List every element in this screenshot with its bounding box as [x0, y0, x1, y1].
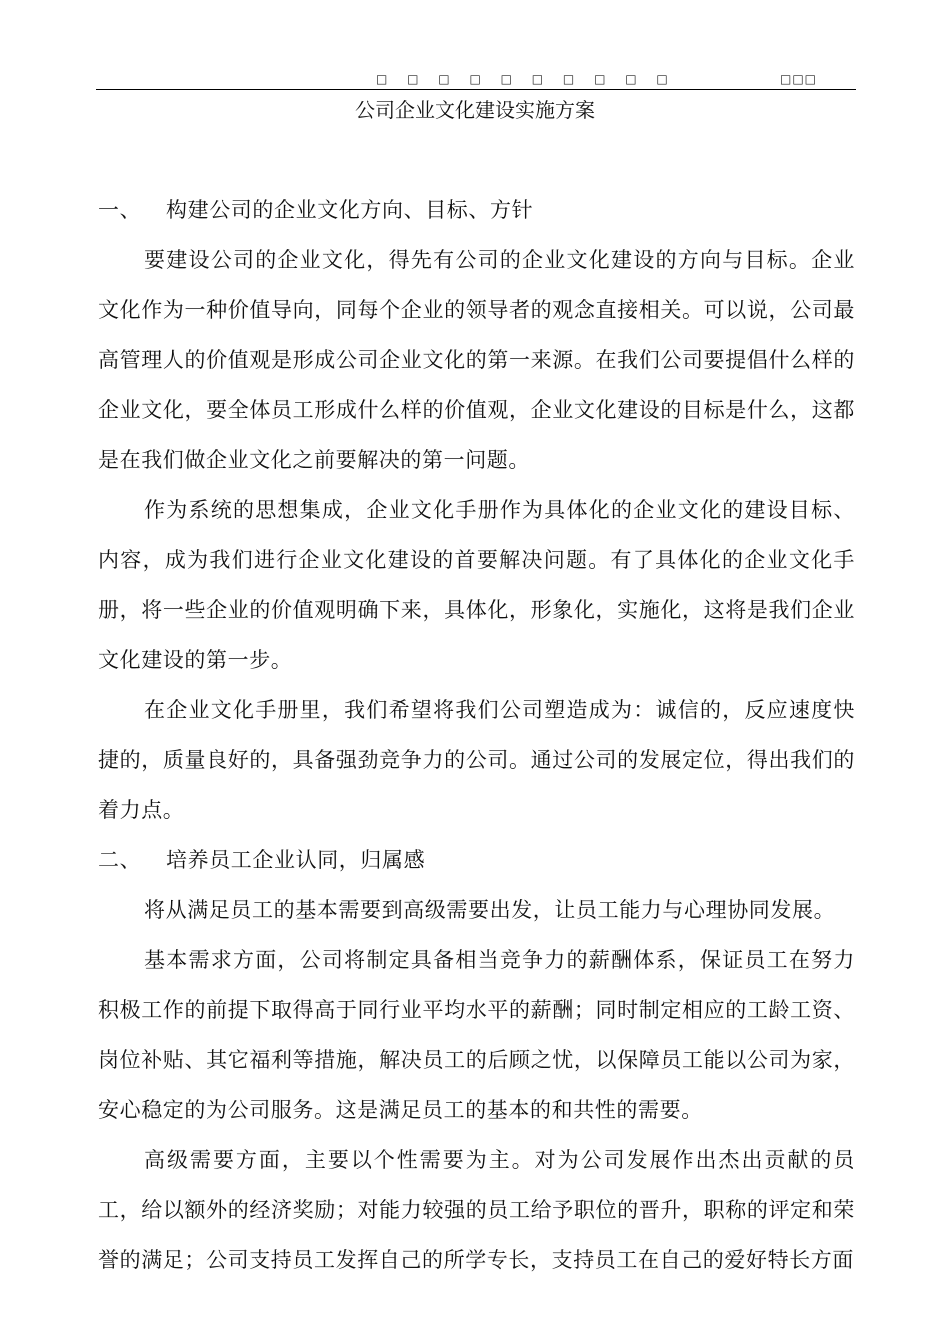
body-paragraph: 将从满足员工的基本需要到高级需要出发，让员工能力与心理协同发展。 [144, 898, 836, 922]
document-title: 公司企业文化建设实施方案 [355, 98, 595, 122]
document-body [98, 185, 855, 1285]
section-number: 二、 [98, 848, 142, 872]
body-paragraph: 要建设公司的企业文化，得先有公司的企业文化建设的方向与目标。企业文化作为一种价值导向，同每个企业的领导者的观念直接相关。可以说，公司最高管理人的价值观是形成公司企业文化的第一来源。在我们公司要提倡什么样的企业文化，要全体员工形成什么样的价值观，企业文化建设的目标是什么，这都是在我们做企业文化之前要解决的第一问题。 [98, 248, 855, 472]
section-heading [98, 185, 855, 235]
section-number: 一、 [98, 198, 142, 222]
section-heading-text: 培养员工企业认同，归属感 [166, 848, 426, 872]
body-paragraph: 高级需要方面，主要以个性需要为主。对为公司发展作出杰出贡献的员工，给以额外的经济奖励；对能力较强的员工给予职位的晋升，职称的评定和荣誉的满足；公司支持员工发挥自己的所学专长，支持员工在自己的爱好特长方面 [98, 1148, 855, 1272]
body-paragraph: 基本需求方面，公司将制定具备相当竞争力的薪酬体系，保证员工在努力积极工作的前提下取得高于同行业平均水平的薪酬；同时制定相应的工龄工资、岗位补贴、其它福利等措施，解决员工的后顾之忧，以保障员工能以公司为家，安心稳定的为公司服务。这是满足员工的基本的和共性的需要。 [98, 948, 855, 1122]
body-paragraph: 在企业文化手册里，我们希望将我们公司塑造成为：诚信的，反应速度快捷的，质量良好的，具备强劲竞争力的公司。通过公司的发展定位，得出我们的着力点。 [98, 698, 855, 822]
body-paragraph: 作为系统的思想集成，企业文化手册作为具体化的企业文化的建设目标、内容，成为我们进行企业文化建设的首要解决问题。有了具体化的企业文化手册，将一些企业的价值观明确下来，具体化，形象化，实施化，这将是我们企业文化建设的第一步。 [98, 498, 855, 672]
header-page-mark: □□□ [780, 72, 818, 86]
section-heading-text: 构建公司的企业文化方向、目标、方针 [166, 198, 534, 222]
header-rule [96, 89, 856, 90]
section-heading [98, 835, 855, 885]
header-text: □ □ □ □ □ □ □ □ □ □ [376, 72, 676, 86]
